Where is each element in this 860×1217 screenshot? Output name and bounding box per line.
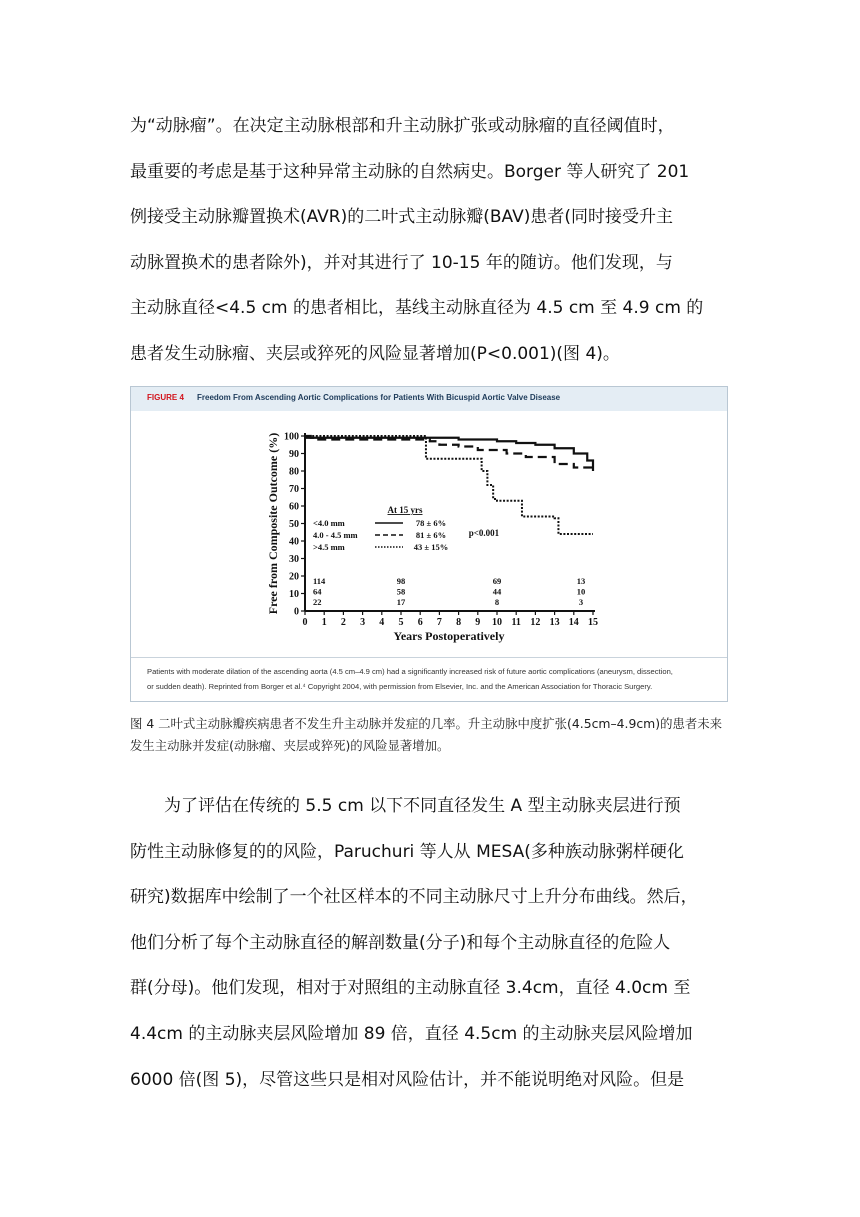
- at-risk-count: 10: [576, 586, 586, 597]
- legend-result: 78 ± 6%: [415, 518, 447, 528]
- legend-title: At 15 yrs: [387, 505, 423, 515]
- at-risk-count: 44: [492, 586, 502, 597]
- x-tick-label: 5: [398, 617, 404, 628]
- text-line: 他们分析了每个主动脉直径的解剖数量(分子)和每个主动脉直径的危险人: [130, 932, 671, 953]
- at-risk-count: 58: [396, 586, 406, 597]
- paragraph-2: [130, 784, 730, 1103]
- figure-divider: [131, 657, 727, 658]
- y-tick-label: 80: [289, 466, 299, 478]
- figure-header: [131, 387, 727, 411]
- text-line: 为了评估在传统的 5.5 cm 以下不同直径发生 A 型主动脉夹层进行预: [130, 796, 681, 816]
- text-line: 最重要的考虑是基于这种异常主动脉的自然病史。Borger 等人研究了 201: [130, 161, 690, 182]
- legend-label: 4.0 - 4.5 mm: [313, 530, 358, 540]
- y-tick-label: 50: [289, 519, 299, 530]
- chart-legend: [313, 505, 500, 552]
- text-line: 为“动脉瘤”。在决定主动脉根部和升主动脉扩张或动脉瘤的直径阈值时，: [130, 116, 675, 136]
- y-tick-label: 70: [289, 484, 299, 495]
- x-tick-label: 7: [436, 617, 442, 628]
- y-tick-label: 30: [289, 554, 299, 565]
- at-risk-count: 22: [313, 597, 322, 607]
- y-tick-label: 20: [289, 571, 299, 583]
- at-risk-count: 64: [313, 586, 322, 597]
- y-tick-label: 40: [289, 536, 299, 548]
- at-risk-count: 17: [396, 597, 406, 607]
- caption-line: or sudden death). Reprinted from Borger et al.⁴ Copyright 2004, with permission from Elsevier, Inc. and the American Association for Thoracic Surgery.: [147, 682, 653, 691]
- x-tick-label: 3: [360, 617, 366, 628]
- text-line: 例接受主动脉瓣置换术(AVR)的二叶式主动脉瓣(BAV)患者(同时接受升主: [130, 207, 673, 228]
- paragraph-1: [130, 104, 730, 378]
- legend-label: >4.5 mm: [313, 542, 345, 552]
- figure-title: Freedom From Ascending Aortic Complications for Patients With Bicuspid Aortic Valve Disease: [197, 393, 561, 402]
- series-line: [305, 436, 593, 534]
- text-line: 动脉置换术的患者除外)，并对其进行了 10-15 年的随访。他们发现，与: [130, 252, 673, 273]
- x-tick-label: 11: [511, 617, 521, 628]
- text-line: 主动脉直径<4.5 cm 的患者相比，基线主动脉直径为 4.5 cm 至 4.9 cm 的: [130, 298, 704, 319]
- text-line: 研究)数据库中绘制了一个社区样本的不同主动脉尺寸上升分布曲线。然后，: [130, 887, 698, 908]
- at-risk-count: 98: [396, 576, 406, 586]
- x-tick-label: 9: [475, 617, 481, 628]
- x-tick-label: 0: [302, 617, 308, 628]
- x-tick-label: 15: [588, 617, 598, 628]
- chart-series: [305, 436, 593, 534]
- caption-cn-line: 图 4 二叶式主动脉瓣疾病患者不发生升主动脉并发症的几率。升主动脉中度扩张(4.5cm–4.9cm)的患者未来: [130, 716, 723, 731]
- at-risk-count: 114: [313, 576, 326, 586]
- caption-cn-line: 发生主动脉并发症(动脉瘤、夹层或猝死)的风险显著增加。: [130, 738, 450, 753]
- at-risk-count: 8: [494, 597, 500, 607]
- x-tick-label: 2: [340, 617, 346, 628]
- text-line: 4.4cm 的主动脉夹层风险增加 89 倍，直径 4.5cm 的主动脉夹层风险增加: [130, 1023, 693, 1044]
- x-tick-label: 14: [568, 617, 579, 628]
- x-tick-label: 4: [379, 617, 385, 628]
- x-tick-label: 8: [456, 617, 462, 628]
- text-line: 防性主动脉修复的的风险，Paruchuri 等人从 MESA(多种族动脉粥样硬化: [130, 841, 684, 862]
- y-tick-label: 90: [289, 449, 299, 460]
- y-axis-label: Free from Composite Outcome (%): [266, 432, 280, 615]
- survival-chart: [131, 411, 727, 657]
- figure-label: FIGURE 4: [147, 393, 184, 402]
- series-line: [305, 438, 593, 468]
- x-tick-label: 6: [417, 617, 423, 628]
- x-tick-label: 13: [549, 617, 560, 628]
- x-axis-label: Years Postoperatively: [393, 629, 505, 643]
- text-line: 群(分母)。他们发现，相对于对照组的主动脉直径 3.4cm，直径 4.0cm 至: [130, 978, 691, 999]
- figure-caption-cn: [130, 713, 740, 757]
- x-tick-label: 1: [321, 617, 327, 628]
- x-tick-label: 10: [492, 617, 502, 628]
- legend-label: <4.0 mm: [313, 518, 345, 528]
- at-risk-count: 13: [576, 576, 586, 586]
- legend-result: 81 ± 6%: [415, 530, 447, 540]
- y-tick-label: 0: [294, 606, 299, 618]
- at-risk-table: [313, 576, 585, 607]
- caption-line: Patients with moderate dilation of the ascending aorta (4.5 cm–4.9 cm) had a significantly increased risk of future aortic complications (aneurysm, dissection,: [147, 667, 673, 676]
- series-line: [305, 436, 593, 471]
- legend-result: 43 ± 15%: [413, 542, 449, 552]
- y-tick-label: 100: [284, 431, 299, 443]
- figure-caption: [147, 664, 717, 694]
- text-line: 6000 倍(图 5)，尽管这些只是相对风险估计，并不能说明绝对风险。但是: [130, 1069, 685, 1090]
- p-value-label: p<0.001: [468, 528, 500, 538]
- y-tick-label: 10: [289, 589, 299, 600]
- at-risk-count: 3: [578, 597, 584, 607]
- text-line: 患者发生动脉瘤、夹层或猝死的风险显著增加(P<0.001)(图 4)。: [130, 343, 620, 364]
- at-risk-count: 69: [492, 576, 502, 586]
- x-tick-label: 12: [530, 617, 541, 628]
- figure-4: [130, 386, 728, 702]
- y-tick-label: 60: [289, 501, 299, 513]
